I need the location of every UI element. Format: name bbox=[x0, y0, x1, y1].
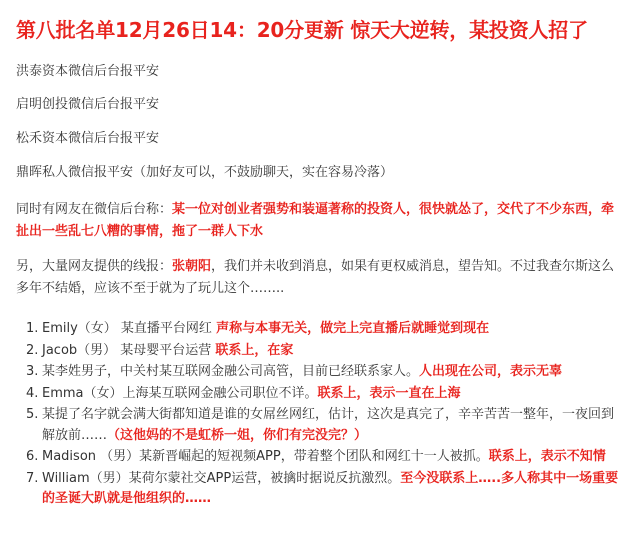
list-item-status: 声称与本事无关，做完上完直播后就睡觉到现在 bbox=[216, 321, 490, 336]
list-item-status: 联系上，在家 bbox=[215, 342, 294, 358]
status-line-2: 启明创投微信后台报平安 bbox=[16, 97, 160, 112]
list-item bbox=[26, 384, 622, 405]
list-number: 3. bbox=[26, 364, 39, 379]
list-item bbox=[26, 341, 622, 362]
status-line-4: 鼎晖私人微信报平安（加好友可以，不鼓励聊天，实在容易冷落） bbox=[16, 165, 394, 180]
list-item-text: Madison （男）某新晋崛起的短视频APP，带着整个团队和网红十一人被抓。 bbox=[42, 449, 489, 464]
list-item-status: （这他妈的不是虹桥一姐，你们有完没完？） bbox=[107, 427, 368, 443]
list-item-text: Emily（女） 某直播平台网红 bbox=[42, 321, 217, 336]
list-item bbox=[26, 319, 622, 340]
paragraph-normal-text: ，我们并未收到消息，如果有更权威消息，望告知。不过我查尔斯这么多年不结婚，应该不至于就为了玩儿这个…….. bbox=[16, 259, 615, 296]
list-item-text: 某李姓男子，中关村某互联网金融公司高管，目前已经联系家人。 bbox=[42, 364, 420, 379]
list-item-text: William（男）某荷尔蒙社交APP运营，被擒时据说反抗激烈。 bbox=[42, 470, 401, 486]
list-item bbox=[26, 405, 622, 446]
list-number: 4. bbox=[26, 385, 39, 401]
paragraph-netizen-report bbox=[16, 199, 624, 243]
article-title: 第八批名单12月26日14：20分更新 惊天大逆转，某投资人招了 bbox=[16, 18, 588, 42]
status-line-3: 松禾资本微信后台报平安 bbox=[16, 131, 160, 146]
list-number: 2. bbox=[26, 342, 39, 358]
paragraph-highlight-text: 某一位对创业者强势和装逼著称的投资人，很快就怂了，交代了不少东西，牵扯出一些乱七八糟的事情，拖了一群人下水 bbox=[16, 202, 615, 239]
list-item bbox=[26, 469, 622, 510]
list-number: 7. bbox=[26, 470, 39, 486]
list-item-status: 联系上，表示一直在上海 bbox=[317, 385, 461, 401]
paragraph-normal-text: 另，大量网友提供的线报： bbox=[16, 259, 173, 274]
list-item-status: 至今没联系上…..多人称其中一场重要的圣诞大趴就是他组织的…… bbox=[42, 470, 619, 506]
list-item-status: 人出现在公司，表示无辜 bbox=[419, 364, 563, 379]
list-item-text: Jacob（男） 某母婴平台运营 bbox=[42, 342, 216, 358]
paragraph-normal-text: 同时有网友在微信后台称： bbox=[16, 202, 173, 217]
list-item-status: 联系上，表示不知情 bbox=[488, 449, 606, 464]
list-number: 1. bbox=[26, 321, 39, 336]
list-number: 6. bbox=[26, 449, 39, 464]
list-item-text: Emma（女）上海某互联网金融公司职位不详。 bbox=[42, 385, 318, 401]
list-item bbox=[26, 447, 622, 468]
status-line-1: 洪泰资本微信后台报平安 bbox=[16, 64, 160, 79]
paragraph-tip bbox=[16, 256, 624, 300]
list-item bbox=[26, 362, 622, 383]
name-list bbox=[26, 319, 622, 511]
list-number: 5. bbox=[26, 407, 39, 422]
paragraph-highlight-name: 张朝阳 bbox=[172, 259, 212, 274]
list-item-text: 某提了名字就会满大街都知道是谁的女屌丝网红，估计，这次是真完了，辛辛苦苦一整年，一夜回到解放前…… bbox=[42, 407, 615, 443]
